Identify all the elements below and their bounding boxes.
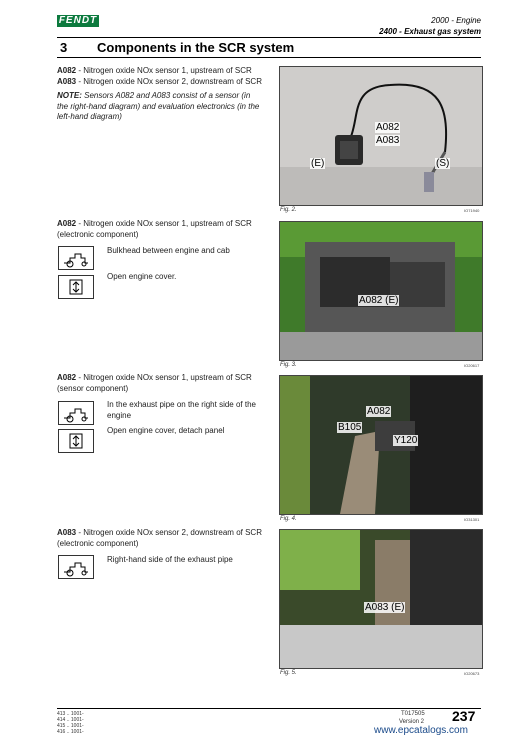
note-label: NOTE: (57, 91, 82, 100)
block-1-text: A082 - Nitrogen oxide NOx sensor 1, upstream of SCR A083 - Nitrogen oxide NOx sensor 2, downstream of SCR NOTE: Sensors A082 and A083 consist of a sensor (in the right-hand diagram) and evaluation electronics (in the left-hand diagram) (57, 66, 262, 121)
figure-3-caption: Fig. 3. (280, 362, 297, 368)
block-4-step-1: Right-hand side of the exhaust pipe (107, 555, 233, 564)
block-2-step-2: Open engine cover. (107, 272, 177, 281)
tractor-location-icon (58, 246, 94, 270)
block-2-text: A082 - Nitrogen oxide NOx sensor 1, upstream of SCR (electronic component) (57, 219, 252, 239)
figure-5-photo: A083 (E) (279, 529, 483, 669)
watermark-link[interactable]: www.epcatalogs.com (374, 725, 468, 736)
header-divider (57, 37, 481, 38)
block-3-step-2: Open engine cover, detach panel (107, 426, 225, 435)
figure-2-ref: IO71940 (464, 208, 480, 213)
figure-4-caption: Fig. 4. (280, 516, 297, 522)
block-4-text: A083 - Nitrogen oxide NOx sensor 2, downstream of SCR (electronic component) (57, 528, 262, 548)
figure-5-caption: Fig. 5. (280, 670, 297, 676)
tractor-location-icon (58, 401, 94, 425)
section-divider (57, 57, 481, 58)
fendt-logo: FENDT (58, 15, 98, 26)
figure-3-photo: A082 (E) (279, 221, 483, 361)
version-label: Version 2 (399, 719, 425, 725)
block-2-step-1: Bulkhead between engine and cab (107, 246, 230, 255)
tractor-location-icon (58, 555, 94, 579)
figure-2-photo: A082 A083 (E) (S) (279, 66, 483, 206)
chapter-title: 2000 - Engine (431, 16, 481, 25)
page-number: 237 (452, 708, 476, 724)
figure-3-ref: IO20617 (464, 363, 480, 368)
block-3-step-1: In the exhaust pipe on the right side of the engine (107, 400, 256, 420)
figure-2-caption: Fig. 2. (280, 207, 297, 213)
model-list: 413 .. 1001- 414 .. 1001- 415 .. 1001- 416 .. 1001- (57, 711, 84, 735)
footer-divider (57, 708, 481, 709)
section-title: Components in the SCR system (97, 40, 295, 55)
disassembly-icon (58, 429, 94, 453)
figure-5-ref: IO20673 (464, 671, 480, 676)
document-id: T017505 (401, 711, 425, 717)
section-number: 3 (60, 40, 68, 55)
block-3-text: A082 - Nitrogen oxide NOx sensor 1, upstream of SCR (sensor component) (57, 373, 252, 393)
figure-4-ref: IO31301 (464, 517, 480, 522)
figure-4-photo: A082 B105 Y120 (279, 375, 483, 515)
subchapter-title: 2400 - Exhaust gas system (379, 27, 481, 36)
disassembly-icon (58, 275, 94, 299)
